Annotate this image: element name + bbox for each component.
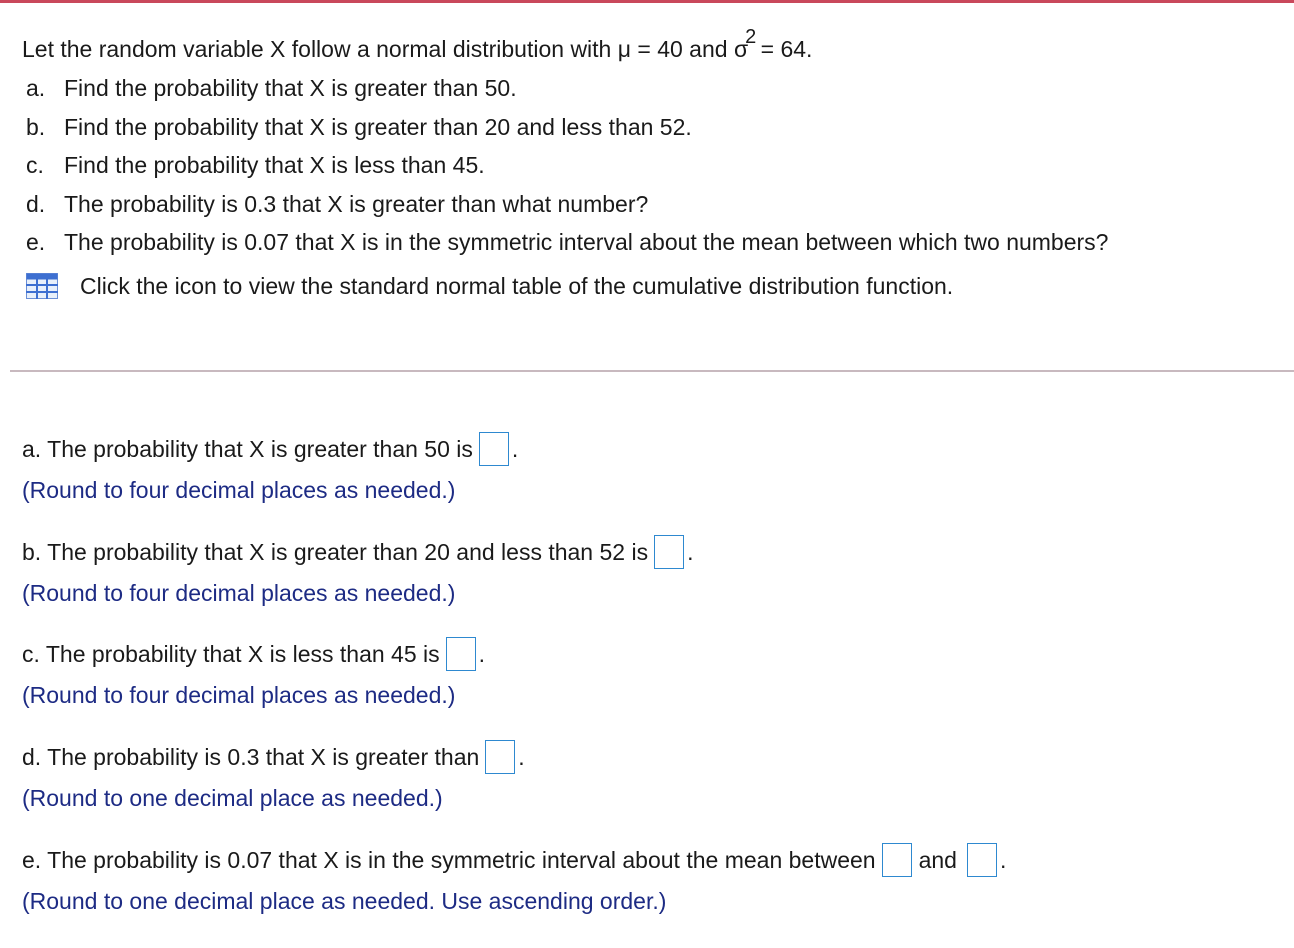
part-text: The probability is 0.3 that X is greater than what number? — [64, 191, 649, 217]
question-part-e — [26, 227, 1108, 257]
table-link-text[interactable]: Click the icon to view the standard normal table of the cumulative distribution function. — [80, 273, 954, 299]
part-text: Find the probability that X is greater than 50. — [64, 75, 517, 101]
part-text: Find the probability that X is greater than 20 and less than 52. — [64, 114, 692, 140]
answer-d — [22, 740, 525, 813]
intro-text-end: = 64. — [754, 36, 813, 62]
answer-e-input-upper[interactable] — [967, 843, 997, 877]
answer-d-input[interactable] — [485, 740, 515, 774]
answer-e-hint: (Round to one decimal place as needed. Use ascending order.) — [22, 888, 667, 914]
sigma-exponent: 2 — [745, 26, 757, 48]
part-letter: b. — [26, 114, 46, 140]
answer-b-input[interactable] — [654, 535, 684, 569]
answer-a-hint: (Round to four decimal places as needed.) — [22, 477, 456, 503]
period: . — [518, 744, 525, 770]
normal-table-link[interactable] — [26, 271, 953, 301]
period: . — [687, 539, 694, 565]
answer-b-prompt: b. The probability that X is greater than 20 and less than 52 is — [22, 539, 649, 565]
period: . — [478, 641, 486, 667]
top-rule — [0, 0, 1294, 3]
period: . — [999, 847, 1007, 873]
table-grid-icon[interactable] — [26, 273, 58, 299]
answer-e — [22, 843, 1006, 916]
part-text: Find the probability that X is less than 45. — [64, 152, 485, 178]
answer-e-prompt: e. The probability is 0.07 that X is in the symmetric interval about the mean between — [22, 847, 876, 873]
question-part-c — [26, 150, 485, 180]
answer-a — [22, 432, 518, 505]
part-letter: a. — [26, 75, 46, 101]
answer-e-input-lower[interactable] — [882, 843, 912, 877]
part-letter: d. — [26, 191, 46, 217]
answer-c — [22, 637, 485, 710]
section-divider — [10, 370, 1294, 372]
and-joiner: and — [918, 847, 957, 873]
period: . — [511, 436, 519, 462]
answer-c-prompt: c. The probability that X is less than 45 is — [22, 641, 440, 667]
answer-d-prompt: d. The probability is 0.3 that X is greater than — [22, 744, 480, 770]
answer-b — [22, 535, 693, 608]
question-intro — [22, 26, 813, 66]
answer-a-prompt: a. The probability that X is greater than 50 is — [22, 436, 473, 462]
answer-b-hint: (Round to four decimal places as needed.) — [22, 580, 456, 606]
question-part-b — [26, 112, 692, 142]
question-part-d — [26, 189, 648, 219]
part-letter: c. — [26, 152, 44, 178]
answer-a-input[interactable] — [479, 432, 509, 466]
part-letter: e. — [26, 229, 46, 255]
part-text: The probability is 0.07 that X is in the symmetric interval about the mean between which two numbers? — [64, 229, 1109, 255]
question-part-a — [26, 73, 517, 103]
answer-c-hint: (Round to four decimal places as needed.) — [22, 682, 456, 708]
answer-d-hint: (Round to one decimal place as needed.) — [22, 785, 443, 811]
intro-text: Let the random variable X follow a normal distribution with μ = 40 and σ — [22, 36, 749, 62]
answer-c-input[interactable] — [446, 637, 476, 671]
